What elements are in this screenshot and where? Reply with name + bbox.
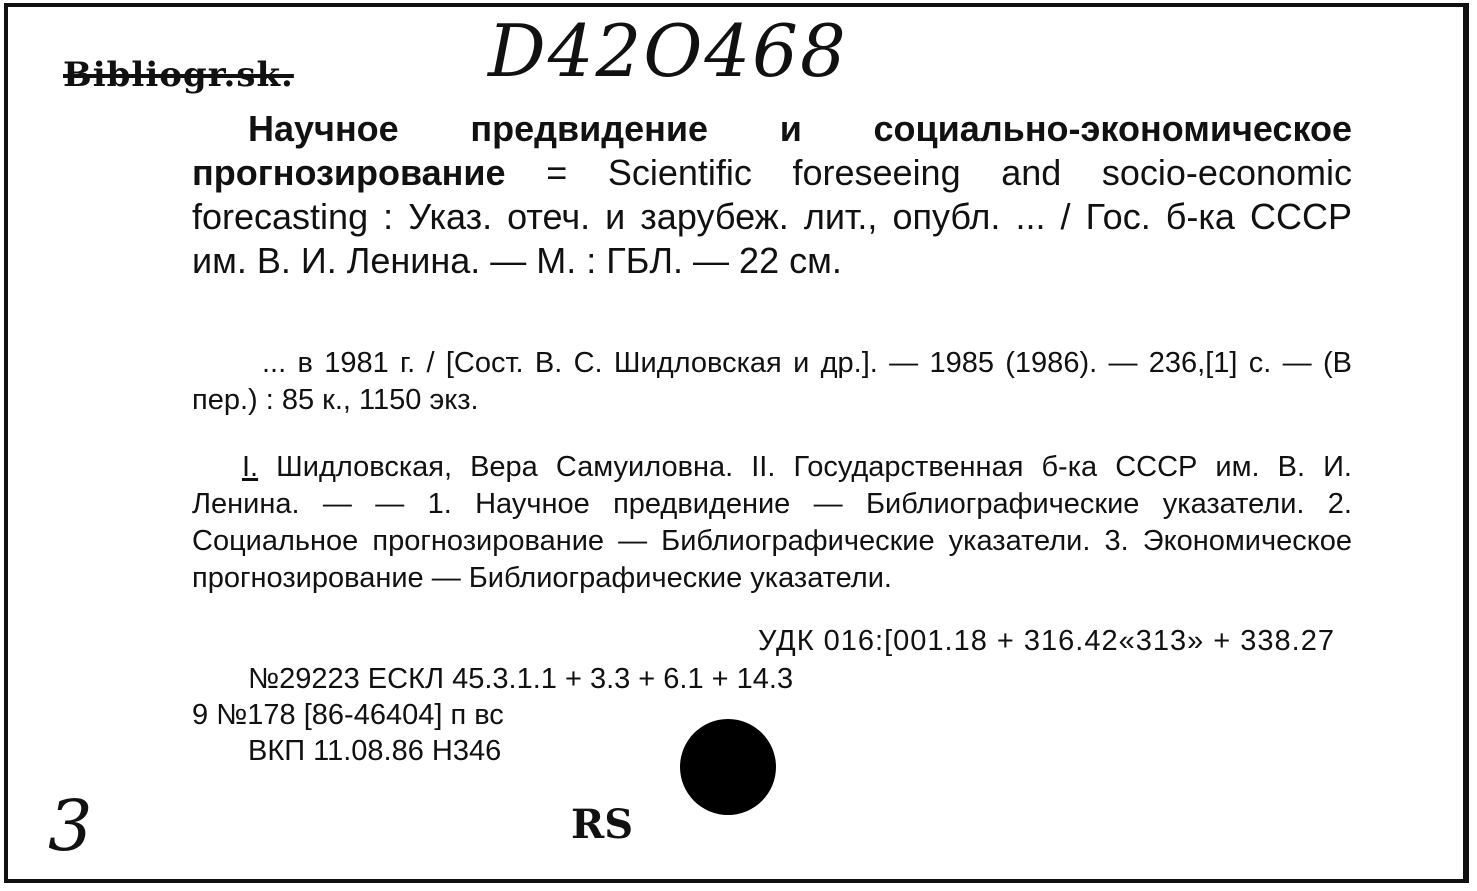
punch-hole bbox=[680, 719, 776, 815]
tracing-text: Шидловская, Вера Самуиловна. II. Государственная б-ка СССР им. В. И. Ленина. — — 1. Научное предвидение — Библиографические указатели. 2. Социальное прогнозирование — Библиографические указатели. 3. Экономическое прогнозирование — Библиографические указатели. bbox=[192, 451, 1352, 594]
rs-mark: RS bbox=[571, 801, 634, 848]
vkp-line: ВКП 11.08.86 Н346 bbox=[248, 735, 502, 767]
catalog-card bbox=[4, 3, 1469, 883]
shelf-mark: D42O468 bbox=[488, 9, 848, 93]
title-bold: Научное предвидение и социально-экономическое прогнозирование bbox=[192, 108, 1352, 193]
tracing-marker: I. bbox=[242, 451, 259, 483]
struck-header: Bibliogr.sk. bbox=[63, 55, 294, 95]
tracing-block bbox=[192, 449, 1352, 597]
corner-number: 3 bbox=[48, 785, 93, 867]
title-rest: = Scientific foreseeing and socio-economic forecasting : Указ. отеч. и зарубеж. лит., опубл. ... / Гос. б-ка СССР им. В. И. Ленина. — М. : ГБЛ. — 22 см. bbox=[192, 152, 1352, 281]
bibliographic-description bbox=[192, 107, 1352, 283]
volume-description: ... в 1981 г. / [Сост. В. С. Шидловская и др.]. — 1985 (1986). — 236,[1] с. — (В пер.) : 85 к., 1150 экз. bbox=[192, 347, 1352, 416]
record-line: 9 №178 [86-46404] п вс bbox=[192, 699, 504, 731]
udc-code: УДК 016:[001.18 + 316.42«313» + 338.27 bbox=[757, 625, 1335, 657]
catalog-number: №29223 ЕСКЛ 45.3.1.1 + 3.3 + 6.1 + 14.3 bbox=[248, 663, 794, 695]
